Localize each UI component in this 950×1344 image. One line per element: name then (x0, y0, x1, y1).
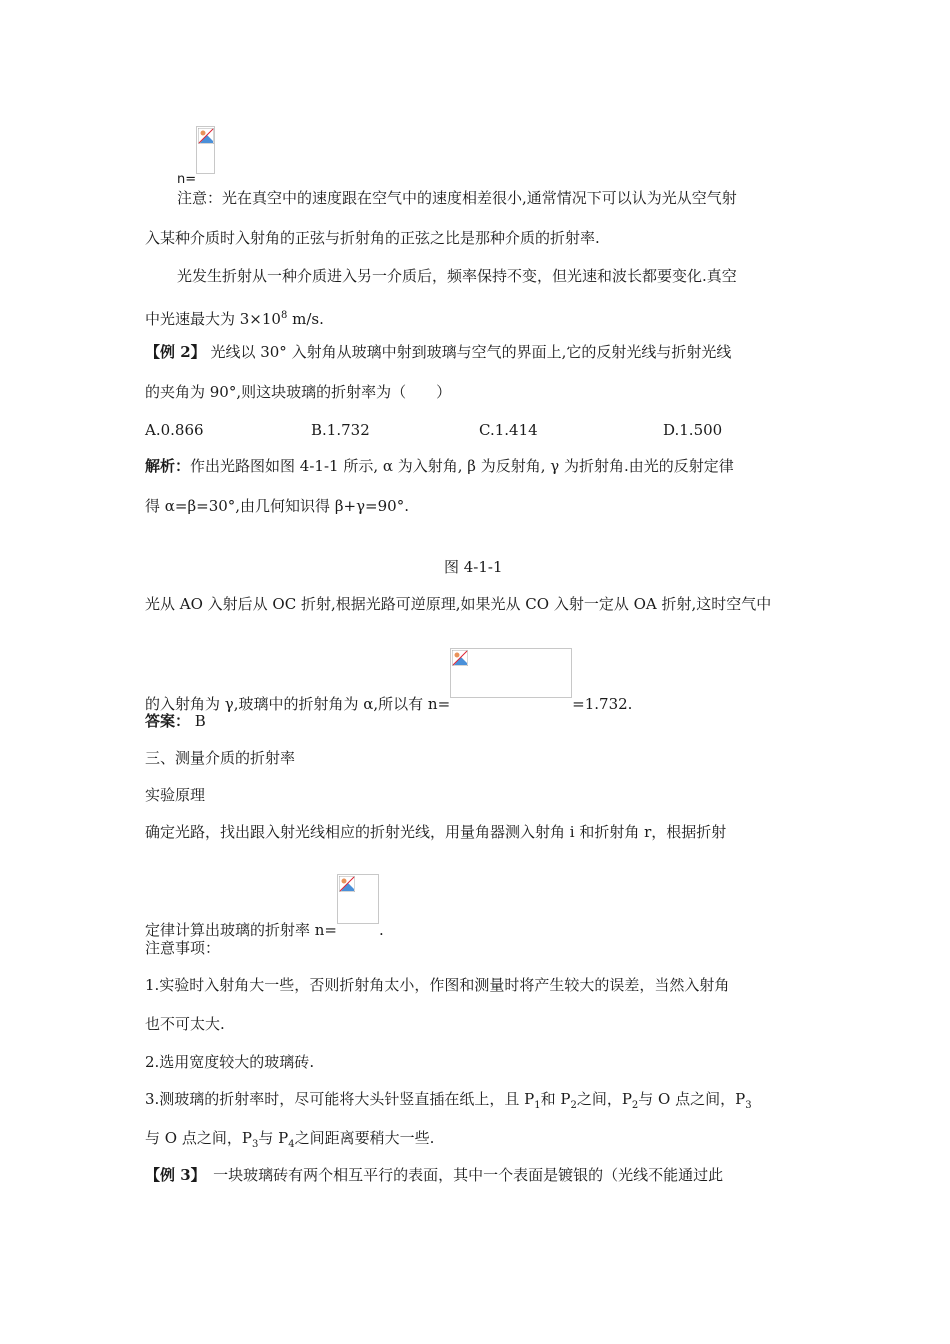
solution-line1: 解析：作出光路图如图 4-1-1 所示, α 为入射角, β 为反射角, γ 为折射角.由光的反射定律 (145, 457, 734, 475)
answer (145, 711, 206, 731)
note1-line2: 入某种介质时入射角的正弦与折射角的正弦之比是那种介质的折射率. (145, 229, 600, 247)
option-a: A.0.866 (145, 421, 204, 439)
option-b: B.1.732 (311, 421, 370, 439)
principle-title: 实验原理 (145, 786, 206, 804)
solution2-line1: 光从 AO 入射后从 OC 折射,根据光路可逆原理,如果光从 CO 入射一定从 OA 折射,这时空气中 (145, 595, 772, 613)
example3-line1: 【例 3】 一块玻璃砖有两个相互平行的表面，其中一个表面是镀银的（光线不能通过此 (145, 1166, 724, 1184)
principle-line1: 确定光路，找出跟入射光线相应的折射光线，用量角器测入射角 i 和折射角 r，根据折射 (145, 823, 727, 841)
note1-line2-s3: 也不可太大. (145, 1015, 225, 1033)
notes-title: 注意事项： (145, 939, 221, 957)
solution-line2: 得 α=β=30°,由几何知识得 β+γ=90°. (145, 497, 409, 515)
example3-tag: 【例 3】 (145, 1166, 199, 1184)
note3-line1: 3.测玻璃的折射率时，尽可能将大头针竖直插在纸上，且 $P_1$和 $P_2$之间，$P_2$与 O 点之间，$P_3$ (145, 1090, 752, 1111)
principle-line2: 定律计算出玻璃的折射率 n= . (145, 874, 384, 924)
formula-prefix: n= (177, 172, 197, 187)
option-c: C.1.414 (479, 421, 538, 439)
broken-image-icon (337, 874, 379, 924)
solution-tag: 解析： (145, 457, 191, 475)
section3-title: 三、测量介质的折射率 (145, 749, 296, 767)
example2-line2: 的夹角为 90°,则这块玻璃的折射率为（ ） (145, 383, 452, 401)
note1-line1-s3: 1.实验时入射角大一些，否则折射角太小，作图和测量时将产生较大的误差，当然入射角 (145, 976, 730, 994)
solution2-line2: 的入射角为 γ,玻璃中的折射角为 α,所以有 n= =1.732. (145, 648, 632, 698)
note2-s3: 2.选用宽度较大的玻璃砖. (145, 1053, 315, 1071)
answer-value: B (190, 712, 206, 730)
example2-line1: 【例 2】 光线以 30° 入射角从玻璃中射到玻璃与空气的界面上,它的反射光线与折射光线 (145, 343, 732, 361)
broken-image-icon (196, 126, 215, 174)
note1-line1: 注意：光在真空中的速度跟在空气中的速度相差很小,通常情况下可以认为光从空气射 (177, 189, 737, 207)
note3-line2: 与 O 点之间，$P_3$与 $P_4$之间距离要稍大一些. (145, 1129, 435, 1150)
note2-line2: 中光速最大为 $3\times 10^8$ m/s. (145, 310, 324, 328)
option-d: D.1.500 (663, 421, 723, 439)
broken-image-icon (450, 648, 572, 698)
formula-top (177, 126, 215, 187)
note2-line1: 光发生折射从一种介质进入另一介质后，频率保持不变，但光速和波长都要变化.真空 (177, 267, 737, 285)
answer-tag: 答案： (145, 712, 191, 730)
figure-caption: 图 4-1-1 (444, 558, 503, 576)
example2-tag: 【例 2】 (145, 343, 206, 361)
